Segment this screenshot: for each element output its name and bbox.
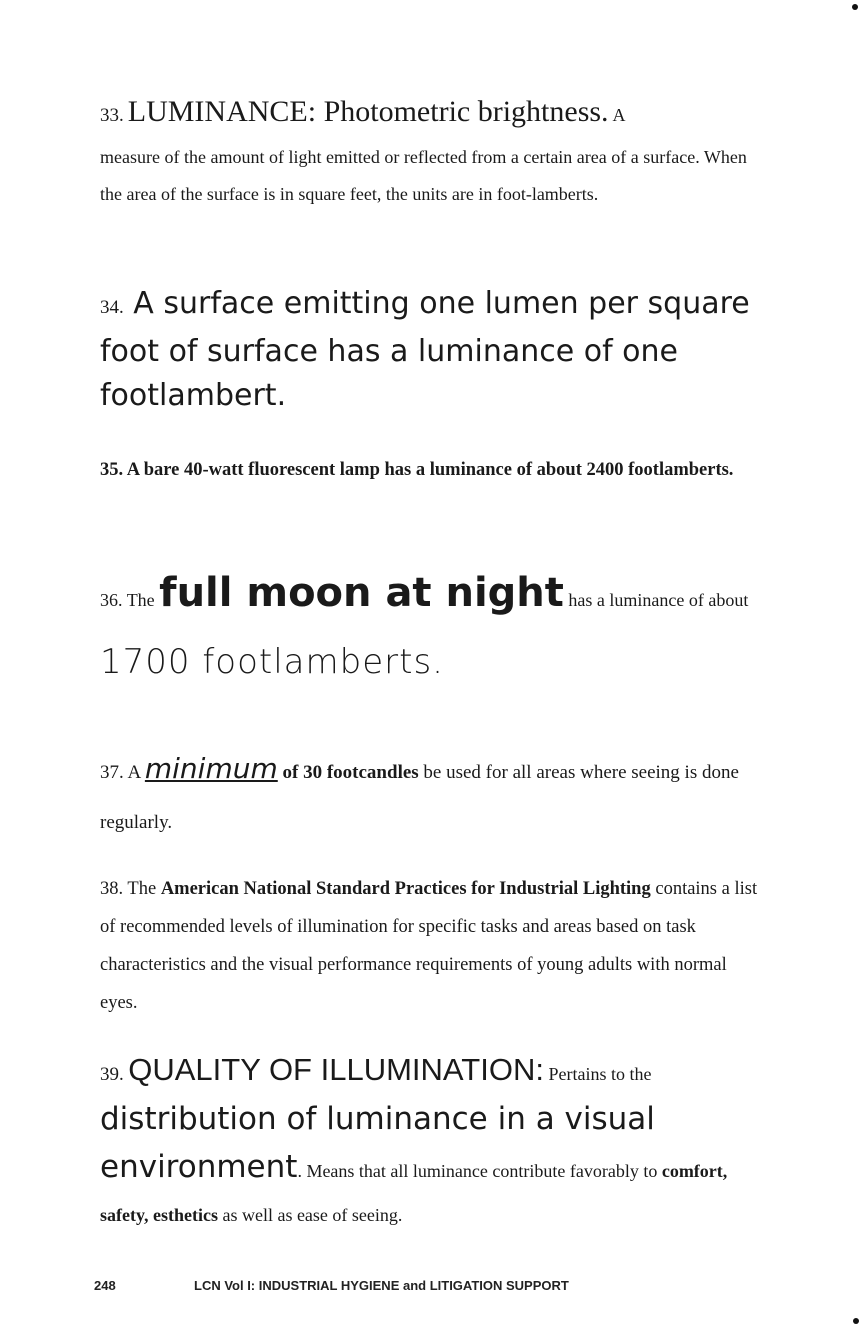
emphasis-text: full moon at night: [159, 570, 564, 616]
footer-title: LCN Vol I: INDUSTRIAL HYGIENE and LITIGATION SUPPORT: [194, 1278, 569, 1293]
item-36: [100, 562, 760, 698]
item-number: 37. A: [100, 762, 141, 783]
item-33: [100, 90, 760, 213]
term-heading: QUALITY OF ILLUMINATION:: [128, 1052, 544, 1087]
small-text-2: . Means that all luminance contribute favorably to: [297, 1161, 658, 1181]
bold-text: comfort, safety, esthetics: [100, 1161, 728, 1225]
scan-mark: [852, 4, 858, 10]
rest-text: as well as ease of seeing.: [222, 1205, 403, 1225]
item-35: [100, 452, 760, 489]
rest-text: be used for all areas where seeing is done regularly.: [100, 762, 739, 833]
item-38: [100, 870, 760, 1022]
small-text: Pertains to the: [548, 1064, 652, 1084]
bold-text: of 30 footcandles: [282, 762, 419, 783]
rest-text: contains a list of recommended levels of illumination for specific tasks and areas based on task characteristics and the visual performance requirements of young adults with normal eyes.: [100, 879, 758, 1013]
lead-tail: A: [612, 105, 626, 125]
definition-text: measure of the amount of light emitted or reflected from a certain area of a surface. When the area of the surface is in square feet, the units are in foot-lamberts.: [100, 147, 747, 204]
standard-title: American National Standard Practices for Industrial Lighting: [160, 879, 651, 899]
item-number: 39.: [100, 1064, 124, 1085]
page-number: 248: [94, 1278, 116, 1293]
scan-mark: [853, 1318, 859, 1324]
emphasis-text: minimum: [144, 752, 278, 785]
item-number: 34.: [100, 297, 124, 318]
item-34: [100, 282, 760, 418]
item-number: 38. The: [100, 879, 157, 899]
item-39: [100, 1048, 760, 1237]
page-footer: [94, 1278, 694, 1293]
large-text: distribution of luminance in a visual environment: [100, 1101, 655, 1185]
pre-text: The: [126, 590, 155, 610]
item-37: [100, 744, 760, 848]
mid-text: has a luminance of about: [568, 590, 749, 610]
term-heading: LUMINANCE: Photometric brightness.: [127, 95, 609, 128]
statement-text: A surface emitting one lumen per square foot of surface has a luminance of one footlambert.: [100, 286, 750, 413]
item-number: 36.: [100, 590, 123, 610]
value-text: 1700 footlamberts.: [100, 642, 444, 682]
statement-text: 35. A bare 40-watt fluorescent lamp has a luminance of about 2400 footlamberts.: [100, 460, 734, 480]
item-number: 33.: [100, 105, 124, 126]
